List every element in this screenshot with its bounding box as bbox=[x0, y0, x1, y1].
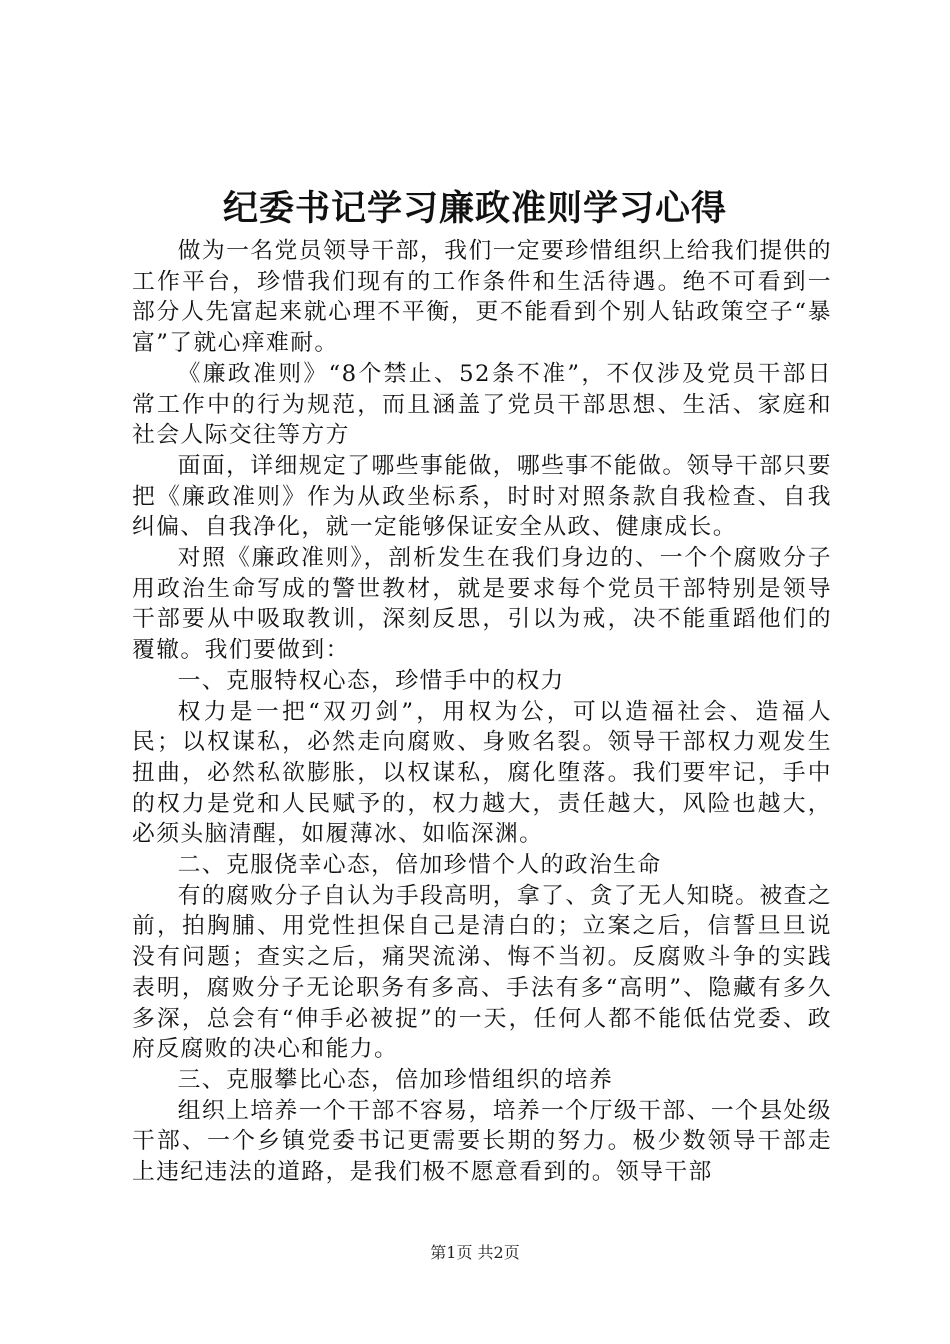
paragraph: 《廉政准则》“8个禁止、52条不准”，不仅涉及党员干部日常工作中的行为规范，而且涵盖了党员干部思想、生活、家庭和社会人际交往等方方 bbox=[132, 360, 832, 449]
section-heading: 一、克服特权心态，珍惜手中的权力 bbox=[177, 667, 565, 694]
paragraph: 对照《廉政准则》，剖析发生在我们身边的、一个个腐败分子用政治生命写成的警世教材，就是要求每个党员干部特别是领导干部要从中吸取教训，深刻反思，引以为戒，决不能重蹈他们的覆辙。我们要做到： bbox=[132, 545, 832, 664]
paragraph: 做为一名党员领导干部，我们一定要珍惜组织上给我们提供的工作平台，珍惜我们现有的工作条件和生活待遇。绝不可看到一部分人先富起来就心理不平衡，更不能看到个别人钻政策空子“暴富”了就心痒难耐。 bbox=[132, 238, 832, 357]
section-heading: 三、克服攀比心态，倍加珍惜组织的培养 bbox=[177, 1066, 614, 1093]
paragraph: 面面，详细规定了哪些事能做，哪些事不能做。领导干部只要把《廉政准则》作为从政坐标系，时时对照条款自我检查、自我纠偏、自我净化，就一定能够保证安全从政、健康成长。 bbox=[132, 452, 832, 541]
paragraph: 有的腐败分子自认为手段高明，拿了、贪了无人知晓。被查之前，拍胸脯、用党性担保自己是清白的；立案之后，信誓旦旦说没有问题；查实之后，痛哭流涕、悔不当初。反腐败斗争的实践表明，腐败分子无论职务有多高、手法有多“高明”、隐藏有多久多深，总会有“伸手必被捉”的一天，任何人都不能低估党委、政府反腐败的决心和能力。 bbox=[132, 882, 832, 1063]
document-title: 纪委书记学习廉政准则学习心得 bbox=[222, 188, 727, 229]
page-footer: 第1页 共2页 bbox=[430, 1243, 520, 1262]
paragraph: 组织上培养一个干部不容易，培养一个厅级干部、一个县处级干部、一个乡镇党委书记更需要长期的努力。极少数领导干部走上违纪违法的道路，是我们极不愿意看到的。领导干部 bbox=[132, 1097, 832, 1186]
paragraph: 权力是一把“双刃剑”，用权为公，可以造福社会、造福人民；以权谋私，必然走向腐败、身败名裂。领导干部权力观发生扭曲，必然私欲膨胀，以权谋私，腐化堕落。我们要牢记，手中的权力是党和人民赋予的，权力越大，责任越大，风险也越大，必须头脑清醒，如履薄冰、如临深渊。 bbox=[132, 698, 832, 848]
document-body bbox=[132, 236, 832, 1188]
section-heading: 二、克服侥幸心态，倍加珍惜个人的政治生命 bbox=[177, 852, 662, 879]
